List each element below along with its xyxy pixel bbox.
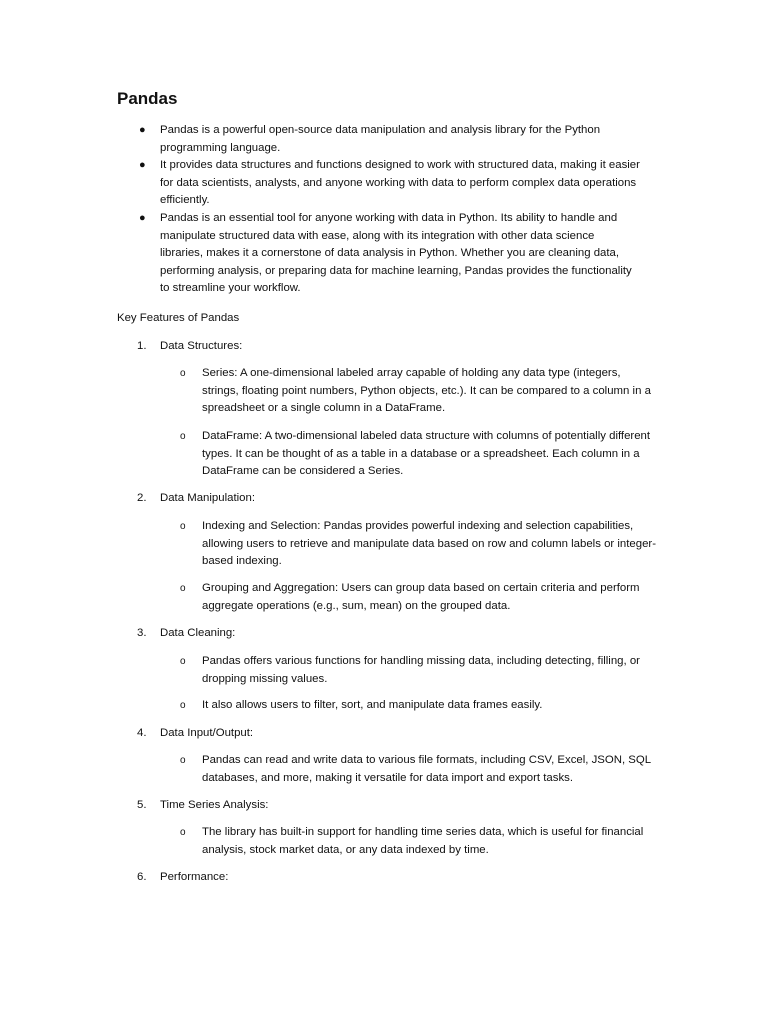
sub-item-text: Indexing and Selection: Pandas provides powerful indexing and selection capabilities, allowing users to retrieve and manipulate data based on row and column labels or integer-based indexing.: [202, 520, 656, 568]
feature-number: 3.: [137, 627, 147, 639]
sub-item-missing-data: [180, 653, 658, 688]
feature-number: 5.: [137, 799, 147, 811]
sub-item-text: It also allows users to filter, sort, and manipulate data frames easily.: [202, 699, 543, 711]
feature-item-data-io: [137, 725, 254, 743]
circle-bullet-icon: o: [180, 431, 186, 442]
circle-bullet-icon: o: [180, 827, 186, 838]
bullet-icon: ●: [139, 124, 146, 136]
feature-title: Performance:: [160, 871, 229, 883]
circle-bullet-icon: o: [180, 755, 186, 766]
sub-item-text: The library has built-in support for handling time series data, which is useful for financial analysis, stock market data, or any data indexed by time.: [202, 826, 644, 856]
circle-bullet-icon: o: [180, 368, 186, 379]
sub-item-filter-sort: [180, 697, 658, 715]
intro-bullet-list: [139, 122, 640, 298]
circle-bullet-icon: o: [180, 700, 186, 711]
bullet-text: Pandas is a powerful open-source data manipulation and analysis library for the Python programming language.: [160, 124, 601, 154]
document-title: Pandas: [117, 89, 178, 108]
feature-number: 1.: [137, 340, 147, 352]
circle-bullet-icon: o: [180, 656, 186, 667]
section-heading: Key Features of Pandas: [117, 312, 240, 324]
feature-item-time-series: [137, 797, 269, 815]
circle-bullet-icon: o: [180, 583, 186, 594]
bullet-icon: ●: [139, 211, 146, 224]
list-item: [139, 210, 640, 298]
sub-item-time-series-support: [180, 824, 658, 859]
bullet-text: It provides data structures and functions designed to work with structured data, making it easier for data scientists, analysts, and anyone working with data to perform complex data operations efficiently.: [160, 159, 640, 207]
bullet-text: Pandas is an essential tool for anyone working with data in Python. Its ability to handle and manipulate structured data with ease, along with its integration with other data science libraries, makes it a cornerstone of data analysis in Python. Whether you are cleaning data, performing analysis, or preparing data for machine learning, Pandas provides the functionality to streamline your workflow.: [160, 211, 632, 295]
list-item: [139, 157, 640, 210]
sub-item-text: DataFrame: A two-dimensional labeled data structure with columns of potentially different types. It can be thought of as a table in a database or a spreadsheet. Each column in a DataFrame can be considered a Series.: [202, 430, 651, 478]
feature-number: 4.: [137, 727, 147, 739]
circle-bullet-icon: o: [180, 521, 186, 532]
sub-item-indexing: [180, 518, 658, 571]
feature-number: 2.: [137, 492, 147, 504]
list-item: [139, 122, 640, 157]
sub-item-text: Series: A one-dimensional labeled array capable of holding any data type (integers, strings, floating point numbers, Python objects, etc.). It can be compared to a column in a spreadsheet or a single column in a DataFrame.: [202, 367, 651, 415]
sub-item-series: [180, 365, 658, 418]
sub-item-text: Pandas offers various functions for handling missing data, including detecting, filling, or dropping missing values.: [202, 655, 640, 685]
sub-item-grouping: [180, 580, 658, 615]
sub-item-text: Pandas can read and write data to various file formats, including CSV, Excel, JSON, SQL databases, and more, making it versatile for data import and export tasks.: [202, 754, 651, 784]
feature-number: 6.: [137, 871, 147, 883]
sub-item-file-formats: [180, 752, 658, 787]
feature-item-data-structures: [137, 338, 243, 356]
sub-item-dataframe: [180, 428, 658, 481]
feature-title: Time Series Analysis:: [160, 799, 269, 811]
feature-title: Data Cleaning:: [160, 627, 236, 639]
feature-title: Data Structures:: [160, 340, 243, 352]
feature-title: Data Input/Output:: [160, 727, 254, 739]
feature-item-data-cleaning: [137, 625, 236, 643]
bullet-icon: ●: [139, 159, 146, 172]
feature-item-data-manipulation: [137, 490, 255, 508]
feature-item-performance: [137, 869, 229, 887]
feature-title: Data Manipulation:: [160, 492, 255, 504]
sub-item-text: Grouping and Aggregation: Users can group data based on certain criteria and perform aggregate operations (e.g., sum, mean) on the grouped data.: [202, 582, 640, 612]
